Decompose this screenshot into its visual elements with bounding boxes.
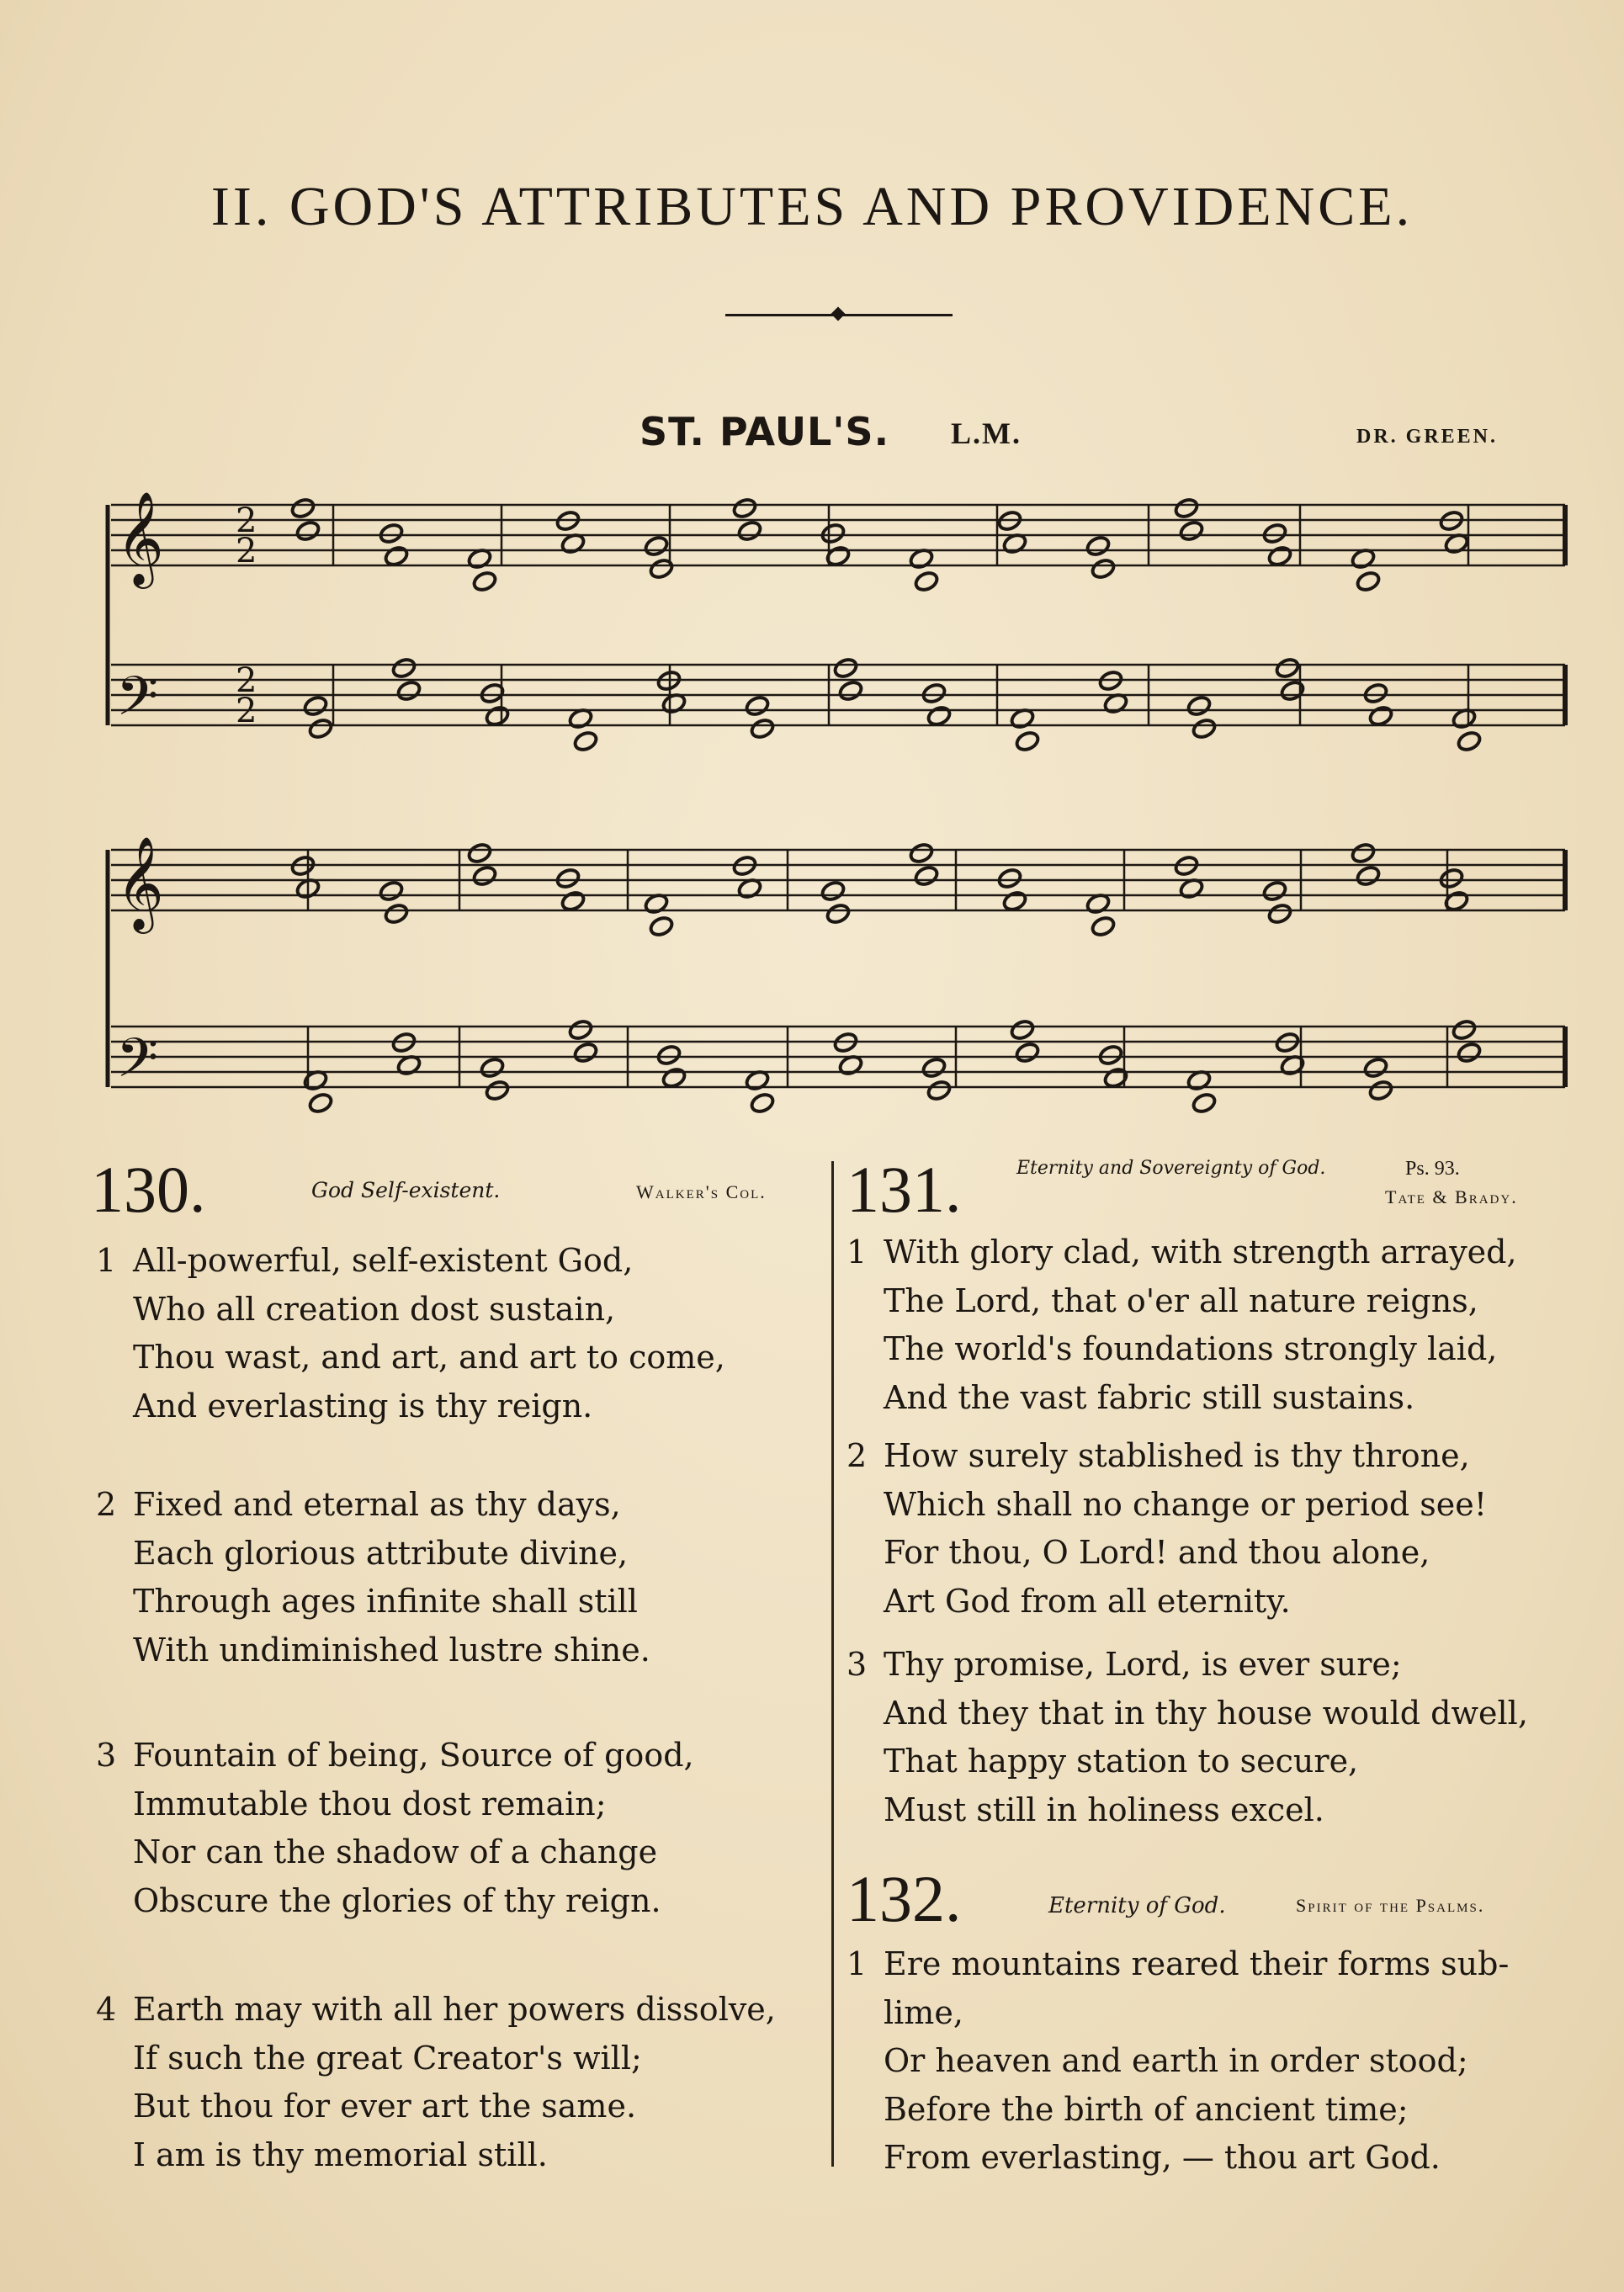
note-head (913, 570, 939, 592)
verse-line: Immutable thou dost remain; (133, 1785, 607, 1822)
hymn-131-psalm-ref: Ps. 93. (1405, 1158, 1460, 1180)
note-head (1191, 1091, 1217, 1114)
note-head (572, 1041, 598, 1064)
hymn-132-author: Spirit of the Psalms. (1296, 1895, 1485, 1916)
note-head (302, 694, 328, 717)
verse-line: Thou wast, and art, and art to come, (133, 1339, 725, 1376)
note-head (655, 1043, 682, 1066)
note-head (390, 656, 417, 679)
treble-clef-icon: 𝄞 (116, 836, 164, 930)
note-head (921, 1056, 947, 1079)
hymn-130-verse-3 (96, 1732, 694, 1925)
hymn-131-verse-2 (846, 1432, 1487, 1626)
note-head (1001, 889, 1027, 912)
note-head (1090, 915, 1116, 937)
hymn-130-verse-1 (96, 1237, 725, 1430)
verse-line: 2 How surely stablished is thy throne, (846, 1437, 1470, 1474)
time-signature: 2 (236, 661, 257, 700)
verse-line: 2 Fixed and eternal as thy days, (96, 1486, 621, 1523)
note-head (1456, 730, 1482, 752)
verse-line: Obscure the glories of thy reign. (133, 1881, 661, 1919)
note-head (1355, 864, 1381, 887)
verse-line: And they that in thy house would dwell, (884, 1694, 1528, 1732)
note-head (295, 519, 321, 542)
note-head (383, 544, 409, 567)
hymn-131-verse-1 (846, 1228, 1517, 1422)
note-head (479, 1056, 505, 1079)
note-head (1279, 679, 1305, 702)
verse-line: 4 Earth may with all her powers dissolve, (96, 1991, 776, 2028)
note-head (1090, 557, 1116, 580)
hymn-131-verse-3 (846, 1641, 1528, 1834)
hymn-130-author: Walker's Col. (636, 1181, 767, 1202)
note-head (1191, 717, 1217, 740)
note-head (1451, 1018, 1477, 1041)
note-head (1355, 570, 1381, 592)
note-head (1367, 1079, 1393, 1101)
note-head (484, 704, 510, 727)
note-head (395, 679, 422, 702)
note-head (378, 522, 404, 544)
verse-line: Nor can the shadow of a change (133, 1833, 658, 1870)
note-head (289, 496, 316, 519)
note-head (1274, 656, 1300, 679)
verse-line: lime, (884, 1993, 963, 2031)
note-head (560, 889, 586, 912)
hymn-130-verse-4 (96, 1986, 776, 2179)
hymn-131-number: 131. (846, 1153, 962, 1226)
verse-line: Or heaven and earth in order stood; (884, 2042, 1468, 2079)
note-head (555, 867, 581, 889)
note-head (307, 717, 333, 740)
hymn-130-number: 130. (91, 1153, 206, 1226)
note-head (572, 730, 598, 752)
time-signature: 2 (236, 692, 257, 730)
note-head (648, 557, 674, 580)
verse-line: But thou for ever art the same. (133, 2088, 637, 2125)
music-score (0, 0, 1624, 1144)
verse-line: Art God from all eternity. (884, 1582, 1291, 1620)
verse-line: 3 Thy promise, Lord, is ever sure; (846, 1646, 1402, 1683)
time-signature: 2 (236, 532, 257, 570)
note-head (744, 694, 770, 717)
note-head (1438, 867, 1464, 889)
note-head (825, 902, 851, 925)
verse-line: From everlasting, — thou art God. (884, 2139, 1441, 2176)
verse-line: The Lord, that o'er all nature reigns, (884, 1281, 1478, 1319)
note-head (1173, 496, 1199, 519)
verse-line: 3 Fountain of being, Source of good, (96, 1737, 694, 1774)
hymn-132-number: 132. (846, 1862, 962, 1935)
note-head (466, 841, 492, 864)
note-head (832, 656, 858, 679)
bass-clef-icon: 𝄢 (116, 1027, 159, 1103)
hymn-131-author: Tate & Brady. (1385, 1186, 1518, 1207)
verse-line: Before the birth of ancient time; (884, 2090, 1409, 2128)
note-head (921, 682, 947, 704)
time-signature: 2 (236, 501, 257, 540)
note-head (1014, 1041, 1040, 1064)
verse-line: Who all creation dost sustain, (133, 1290, 616, 1328)
verse-line: I am is thy memorial still. (133, 2135, 548, 2173)
note-head (1266, 544, 1292, 567)
note-head (567, 1018, 593, 1041)
verse-line: Through ages infinite shall still (133, 1583, 638, 1620)
verse-line: For thou, O Lord! and thou alone, (884, 1534, 1430, 1571)
tune-name: ST. PAUL'S. (640, 409, 890, 454)
note-head (996, 867, 1022, 889)
verse-line: Which shall no change or period see! (884, 1485, 1488, 1523)
note-head (749, 717, 775, 740)
note-head (1261, 879, 1287, 902)
hymn-132-subtitle: Eternity of God. (1048, 1893, 1226, 1918)
note-head (1362, 1056, 1388, 1079)
note-head (820, 879, 846, 902)
column-divider (831, 1161, 834, 2167)
note-head (1456, 1041, 1482, 1064)
verse-line: With undiminished lustre shine. (133, 1631, 650, 1669)
hymn-132-verse-1 (846, 1940, 1509, 2183)
note-head (1367, 704, 1393, 727)
note-head (926, 704, 952, 727)
verse-line: And everlasting is thy reign. (133, 1387, 593, 1425)
verse-line: 1 Ere mountains reared their forms sub- (846, 1945, 1510, 1982)
note-head (1350, 841, 1376, 864)
note-head (736, 519, 762, 542)
note-head (1186, 694, 1212, 717)
note-head (307, 1091, 333, 1114)
note-head (908, 841, 934, 864)
note-head (749, 1091, 775, 1114)
verse-line: 1 All-powerful, self-existent God, (96, 1242, 634, 1279)
verse-line: Must still in holiness excel. (884, 1791, 1324, 1828)
note-head (643, 534, 669, 557)
verse-line: And the vast fabric still sustains. (884, 1378, 1415, 1416)
note-head (383, 902, 409, 925)
bass-clef-icon: 𝄢 (116, 666, 159, 741)
note-head (731, 496, 757, 519)
note-head (820, 522, 846, 544)
note-head (1362, 682, 1388, 704)
verse-line: If such the great Creator's will; (133, 2039, 642, 2077)
note-head (661, 1066, 687, 1089)
tune-composer: DR. GREEN. (1356, 426, 1499, 448)
note-head (1261, 522, 1287, 544)
note-head (926, 1079, 952, 1101)
note-head (1097, 1043, 1123, 1066)
note-head (648, 915, 674, 937)
verse-line: 1 With glory clad, with strength arrayed, (846, 1234, 1517, 1271)
tune-meter: L.M. (951, 416, 1022, 450)
note-head (471, 864, 497, 887)
note-head (1266, 902, 1292, 925)
note-head (1178, 519, 1204, 542)
note-head (1014, 730, 1040, 752)
hymn-131-subtitle: Eternity and Sovereignty of God. (1016, 1158, 1326, 1179)
section-title: II. GOD'S ATTRIBUTES AND PROVIDENCE. (210, 176, 1414, 237)
note-head (837, 679, 863, 702)
note-head (913, 864, 939, 887)
note-head (1009, 1018, 1035, 1041)
note-head (471, 570, 497, 592)
treble-clef-icon: 𝄞 (116, 491, 164, 585)
note-head (1085, 534, 1111, 557)
hymn-130-subtitle: God Self-existent. (311, 1178, 501, 1202)
verse-line: That happy station to secure, (884, 1743, 1359, 1780)
verse-line: The world's foundations strongly laid, (884, 1330, 1498, 1367)
verse-line: Each glorious attribute divine, (133, 1534, 629, 1572)
note-head (484, 1079, 510, 1101)
hymn-130-verse-2 (96, 1481, 650, 1674)
note-head (378, 879, 404, 902)
